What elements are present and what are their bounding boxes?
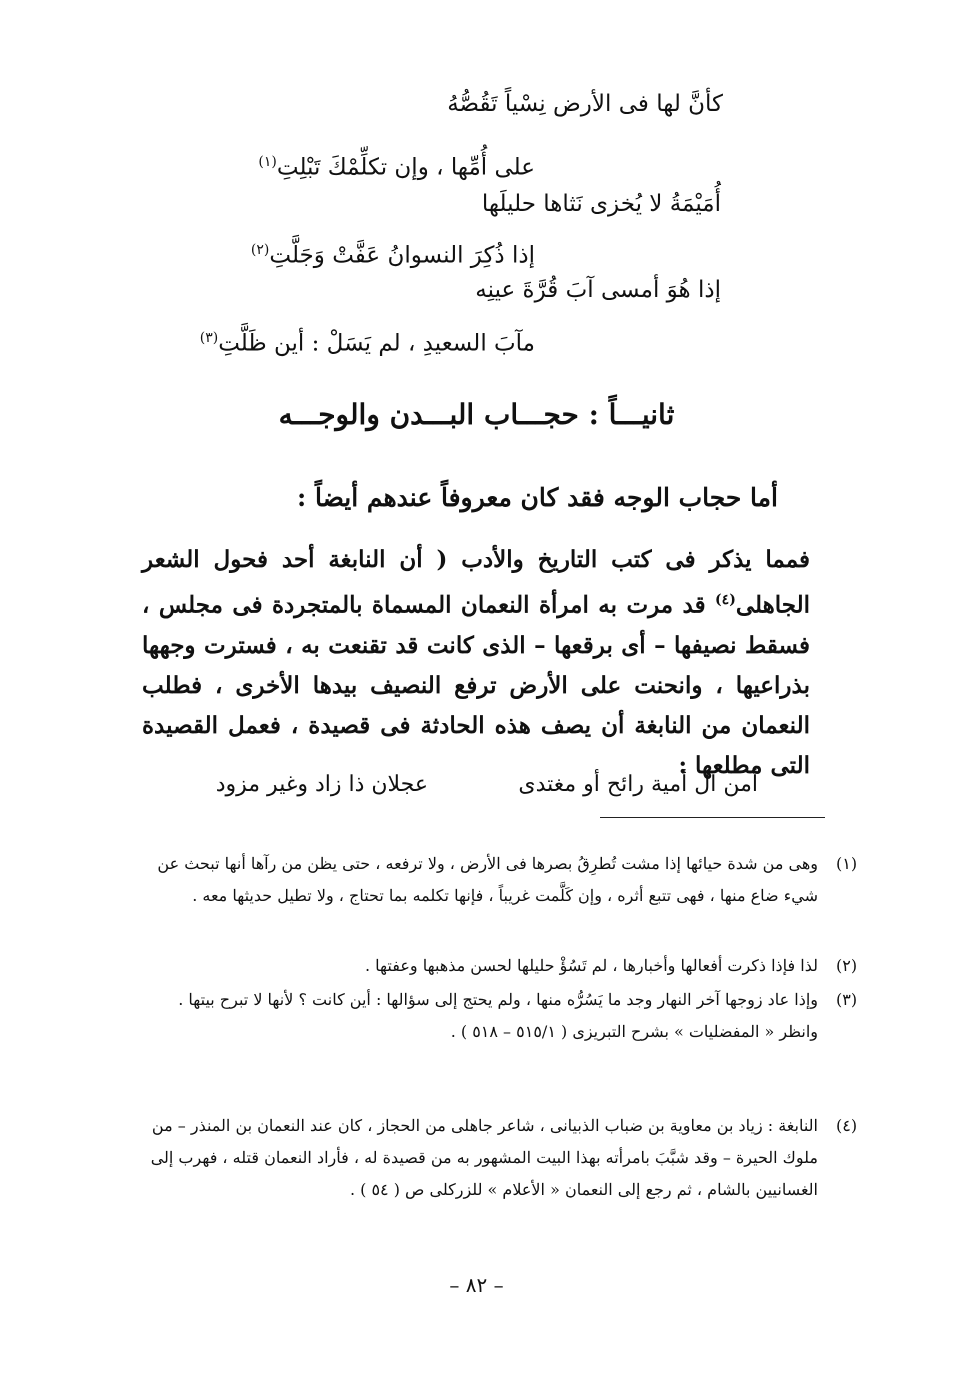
page-number: – ٨٢ – (449, 1273, 504, 1297)
footnote-4 (138, 1110, 858, 1206)
section-title: ثانيـــاً : حجـــاب البـــدن والوجـــه (278, 398, 675, 431)
quote-hemistich-1: أمن آل أمية رائح أو مغتدى (518, 772, 758, 797)
footnote-3-reference: وانظر « المفضليات » بشرح التبريزى ( ٥١٥/١ – ٥١٨ ) . (450, 1022, 818, 1041)
poem-line-5: إذا هُوَ أمسى آبَ قُرَّةَ عينِه (475, 277, 721, 303)
intro-sentence: أما حجاب الوجه فقد كان معروفاً عندهم أيضاً : (297, 483, 778, 512)
footnote-3 (138, 984, 858, 1048)
footnote-4-number: (٤) (836, 1116, 858, 1135)
footnote-2-number: (٢) (836, 956, 858, 975)
main-paragraph (142, 540, 810, 786)
quote-hemistich-2: عجلان ذا زاد وغير مزود (215, 772, 428, 797)
footnote-4-text: النابغة : زياد بن معاوية بن ضباب الذبيانى ، شاعر جاهلى من الحجاز ، كان عند النعمان بن المنذر – من ملوك الحيرة – وقد شبَّبَ بامرأته بهذا البيت المشهور به من قصيدة له ، فأراد النعمان قتله ، فهرب إلى الغسانيين بالشام ، ثم رجع إلى النعمان « الأعلام » للزركلى ص ( ٥٤ ) . (150, 1116, 818, 1199)
footnote-2 (138, 950, 858, 982)
poem-line-4 (251, 236, 535, 270)
footnote-separator (600, 817, 825, 818)
poem-line-1: كأنَّ لها فى الأرض نِسْياً تَقُصُّهُ (447, 91, 723, 117)
paragraph-part-1: فمما يذكر فى كتب التاريخ والأدب ( أن النابغة أحد فحول الشعر الجاهلى (142, 546, 810, 619)
poem-line-6 (200, 324, 535, 358)
poem-line-3: أُمَيْمَةُ لا يُخزى نَثاها حليلَها (481, 191, 721, 217)
footnote-1-number: (١) (836, 854, 858, 873)
footnote-1 (138, 848, 858, 912)
poem-line-4-text: إذا ذُكِرَ النسوانُ عَفَّتْ وَجَلَّتِ (269, 242, 535, 269)
footnote-2-text: لذا فإذا ذكرت أفعالها وأخبارها ، لم تَسُؤْ حليلها لحسن مذهبها وعفتها . (364, 956, 818, 975)
footnote-mark-3: (٣) (199, 330, 219, 346)
footnote-ref-4: (٤) (715, 592, 736, 608)
poem-line-6-text: مآبَ السعيدِ ، لم يَسَلْ : أين ظَلَّتِ (218, 330, 535, 357)
footnote-mark-1: (١) (258, 154, 277, 170)
footnote-1-text: وهى من شدة حيائها إذا مشت تُطرِقُ بصرها فى الأرض ، ولا ترفعه ، حتى يظن من رآها أنها تبحث عن شيء ضاع منها ، فهى تتبع أثره ، وإن كَلَّمت غريباً ، فإنها تكلمه بما تحتاج ، ولا تطيل حديثها معه . (157, 854, 818, 905)
footnote-3-number: (٣) (836, 990, 858, 1009)
footnote-3-text: وإذا عاد زوجها آخر النهار وجد ما يَسُرُّه منها ، ولم يحتج إلى سؤالها : أين كانت ؟ لأنها لا تبرح بيتها . (178, 990, 818, 1009)
poem-line-2 (258, 148, 535, 182)
poem-line-2-text: على أُمِّها ، وإن تكلِّمْكَ تَبْلِتِ (276, 154, 535, 181)
footnote-mark-2: (٢) (250, 242, 270, 258)
paragraph-part-2: قد مرت به امرأة النعمان المسماة بالمتجردة فى مجلس ، فسقط نصيفها – أى برقعها – الذى كانت قد تقنعت به ، فسترت وجهها بذراعيها ، وانحنت على الأرض ترفع النصيف بيدها الأخرى ، فطلب النعمان من النابغة أن يصف هذه الحادثة فى قصيدة ، فعمل القصيدة التى مطلعها : (142, 591, 810, 779)
